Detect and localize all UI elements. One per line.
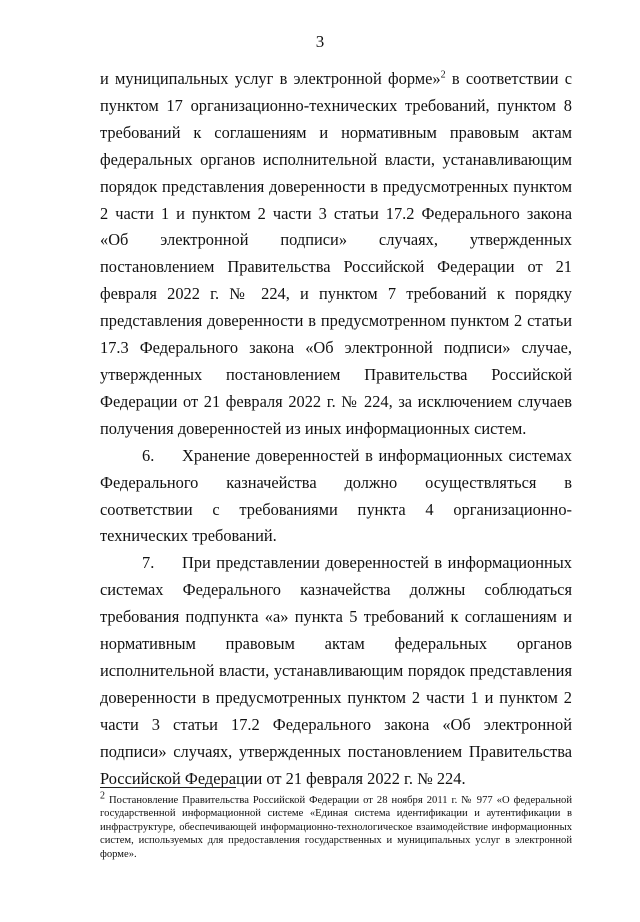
item-number: 7. (142, 553, 155, 573)
footnote-separator (100, 787, 236, 788)
item-text: При представлении доверенностей в информационных системах Федерального казначейства должны соблюдаться требования подпункта «а» пункта 5 требований к соглашениям и нормативным правовым актам федеральных органов исполнительной власти, устанавливающим порядок представления доверенности в предусмотренных пунктом 2 части 1 и пунктом 2 части 3 статьи 17.2 Федерального закона «Об электронной подписи» случаях, утвержденных постановлением Правительства Российской Федерации от 21 февраля 2022 г. № 224. (100, 553, 572, 788)
item-paragraph-7 (100, 550, 572, 792)
footnote-text: Постановление Правительства Российской Федерации от 28 ноября 2011 г. № 977 «О федеральной государственной информационной системе «Единая система идентификации и аутентификации в инфраструктуре, обеспечивающей информационно-технологическое взаимодействие информационных систем, используемых для предоставления государственных и муниципальных услуг в электронной форме». (100, 795, 572, 860)
item-text: Хранение доверенностей в информационных системах Федерального казначейства должно осуществляться в соответствии с требованиями пункта 4 организационно-технических требований. (100, 445, 572, 546)
continuation-text-end: в соответствии с пунктом 17 организационно-технических требований, пунктом 8 требований к соглашениям и нормативным правовым актам федеральных органов исполнительной власти, устанавливающим порядок представления доверенности в предусмотренных пунктом 2 части 1 и пунктом 2 части 3 статьи 17.2 Федерального закона «Об электронной подписи» случаях, утвержденных постановлением Правительства Российской Федерации от 21 февраля 2022 г. № 224, и пунктом 7 требований к порядку представления доверенности в предусмотренном пунктом 2 статьи 17.3 Федерального закона «Об электронной подписи» случае, утвержденных постановлением Правительства Российской Федерации от 21 февраля 2022 г. № 224, за исключением случаев получения доверенностей из иных информационных систем. (100, 69, 573, 438)
item-number: 6. (142, 445, 155, 465)
page-number: 3 (315, 32, 325, 51)
footnote (100, 790, 572, 861)
main-text (100, 66, 572, 792)
continuation-paragraph (100, 66, 572, 443)
continuation-text-start: и муниципальных услуг в электронной форме» (100, 69, 441, 88)
item-paragraph-6 (100, 443, 572, 551)
footnote-marker: 2 (100, 790, 105, 802)
footnote-reference: 2 (440, 69, 446, 81)
